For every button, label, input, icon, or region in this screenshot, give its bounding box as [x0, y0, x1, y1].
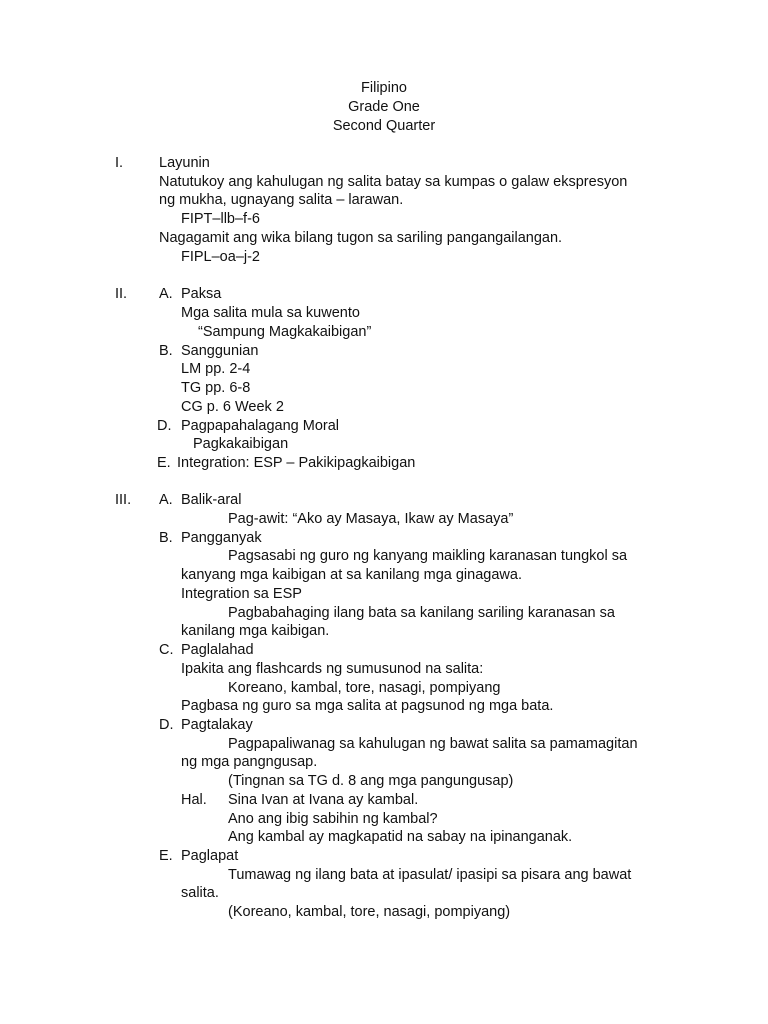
section-2-a-line-2: “Sampung Magkakaibigan”: [198, 324, 372, 340]
section-2-a-letter: A.: [159, 286, 173, 302]
section-2-a-title: Paksa: [181, 286, 222, 302]
section-3-d-line-4: Sina Ivan at Ivana ay kambal.: [228, 792, 419, 808]
section-2-b-title: Sanggunian: [181, 343, 259, 359]
section-2-e-text: Integration: ESP – Pakikipagkaibigan: [177, 455, 416, 471]
section-1-numeral: I.: [115, 155, 124, 171]
section-3-c-letter: C.: [159, 642, 174, 658]
section-3-b-line-4: Pagbabahaging ilang bata sa kanilang sariling karanasan sa: [228, 605, 615, 621]
objective-1-line-2: ng mukha, ugnayang salita – larawan.: [159, 192, 404, 208]
section-2-b-tg: TG pp. 6-8: [181, 380, 251, 396]
section-3-a-line-1: Pag-awit: “Ako ay Masaya, Ikaw ay Masaya”: [228, 511, 514, 527]
section-3-b-line-5: kanilang mga kaibigan.: [181, 623, 330, 639]
section-2-d-line-1: Pagkakaibigan: [193, 436, 289, 452]
section-2-a-line-1: Mga salita mula sa kuwento: [181, 305, 360, 321]
section-3-e-line-3: (Koreano, kambal, tore, nasagi, pompiyang): [228, 904, 511, 920]
objective-1-line-1: Natutukoy ang kahulugan ng salita batay sa kumpas o galaw ekspresyon: [159, 174, 628, 190]
section-2-b-lm: LM pp. 2-4: [181, 361, 251, 377]
section-3-d-line-6: Ang kambal ay magkapatid na sabay na ipinanganak.: [228, 829, 573, 845]
section-3-e-title: Paglapat: [181, 848, 239, 864]
section-3-b-title: Pangganyak: [181, 530, 262, 546]
section-3-d-letter: D.: [159, 717, 174, 733]
section-3-e-letter: E.: [159, 848, 173, 864]
section-2-b-letter: B.: [159, 343, 173, 359]
grade-title: Grade One: [348, 99, 420, 115]
section-3-d-line-2: ng mga pangngusap.: [181, 754, 318, 770]
section-3-c-line-3: Pagbasa ng guro sa mga salita at pagsunod ng mga bata.: [181, 698, 554, 714]
section-3-d-line-1: Pagpapaliwanag sa kahulugan ng bawat salita sa pamamagitan: [228, 736, 638, 752]
objective-2: Nagagamit ang wika bilang tugon sa sariling pangangailangan.: [159, 230, 563, 246]
section-3-c-line-2: Koreano, kambal, tore, nasagi, pompiyang: [228, 680, 501, 696]
section-2-b-cg: CG p. 6 Week 2: [181, 399, 284, 415]
section-3-c-title: Paglalahad: [181, 642, 254, 658]
objective-2-code: FIPL–oa–j-2: [181, 249, 260, 265]
section-2-numeral: II.: [115, 286, 128, 302]
section-3-c-line-1: Ipakita ang flashcards ng sumusunod na salita:: [181, 661, 484, 677]
section-2-e-letter: E.: [157, 455, 171, 471]
section-1-title: Layunin: [159, 155, 210, 171]
section-3-b-letter: B.: [159, 530, 173, 546]
section-3-e-line-2: salita.: [181, 885, 219, 901]
objective-1-code: FIPT–llb–f-6: [181, 211, 260, 227]
section-3-e-line-1: Tumawag ng ilang bata at ipasulat/ ipasipi sa pisara ang bawat: [228, 867, 632, 883]
section-3-numeral: III.: [115, 492, 132, 508]
section-3-d-line-5: Ano ang ibig sabihin ng kambal?: [228, 811, 438, 827]
section-3-d-title: Pagtalakay: [181, 717, 253, 733]
section-2-d-letter: D.: [157, 418, 172, 434]
section-3-a-title: Balik-aral: [181, 492, 242, 508]
section-3-d-hal: Hal.: [181, 792, 207, 808]
subject-title: Filipino: [361, 80, 407, 96]
section-3-d-line-3: (Tingnan sa TG d. 8 ang mga pangungusap): [228, 773, 514, 789]
section-3-b-line-3: Integration sa ESP: [181, 586, 302, 602]
section-2-d-title: Pagpapahalagang Moral: [181, 418, 340, 434]
section-3-b-line-1: Pagsasabi ng guro ng kanyang maikling karanasan tungkol sa: [228, 548, 628, 564]
section-3-a-letter: A.: [159, 492, 173, 508]
quarter-title: Second Quarter: [332, 118, 436, 134]
section-3-b-line-2: kanyang mga kaibigan at sa kanilang mga ginagawa.: [181, 567, 522, 583]
